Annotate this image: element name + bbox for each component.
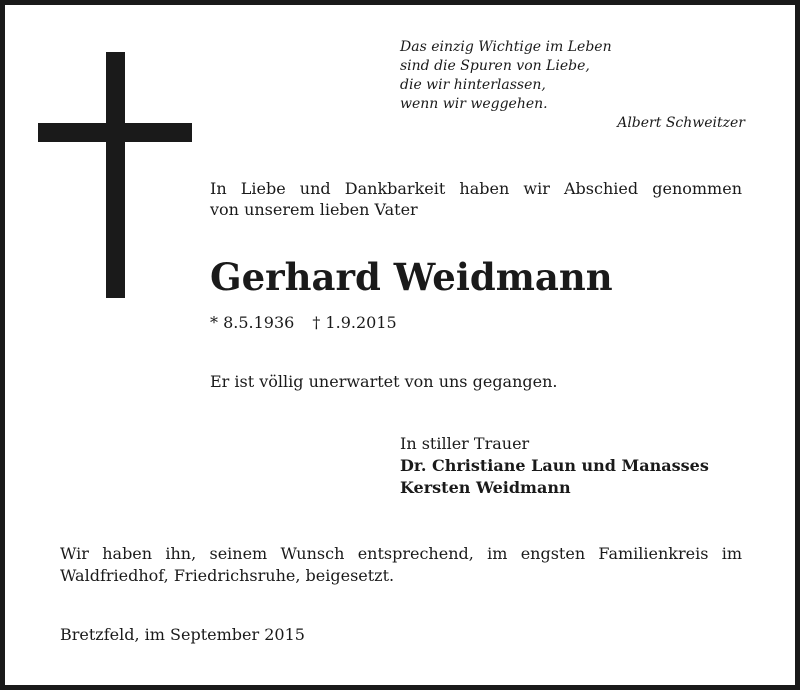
quote-author: Albert Schweitzer [617,115,745,131]
burial-line-1: Wir haben ihn, seinem Wunsch entsprechend, im engsten Familienkreis im [60,544,742,563]
burial-notice [60,543,742,587]
passing-sentence: Er ist völlig unerwartet von uns gegangen. [210,372,558,391]
mourner-names-line-2: Kersten Weidmann [400,478,571,497]
quote-line: Das einzig Wichtige im Leben [400,39,612,55]
cross-vertical-bar [106,52,125,298]
cross-horizontal-bar [38,123,192,142]
deceased-name: Gerhard Weidmann [210,255,613,299]
mourner-names-line-1: Dr. Christiane Laun und Manasses [400,456,709,475]
mourners-block [400,433,709,499]
quote-line: sind die Spuren von Liebe, [400,58,590,74]
intro-line-1: In Liebe und Dankbarkeit haben wir Abschied genommen [210,179,742,198]
quote-line: wenn wir weggehen. [400,96,548,112]
quote-line: die wir hinterlassen, [400,77,546,93]
birth-date: * 8.5.1936 [210,313,295,332]
place-and-date: Bretzfeld, im September 2015 [60,625,305,644]
memorial-quote [400,38,745,133]
life-dates [210,313,397,333]
intro-line-2: von unserem lieben Vater [210,200,418,219]
intro-text [210,178,742,220]
death-date: † 1.9.2015 [312,313,397,332]
mourning-heading: In stiller Trauer [400,434,530,453]
burial-line-2: Waldfriedhof, Friedrichsruhe, beigesetzt. [60,566,395,585]
